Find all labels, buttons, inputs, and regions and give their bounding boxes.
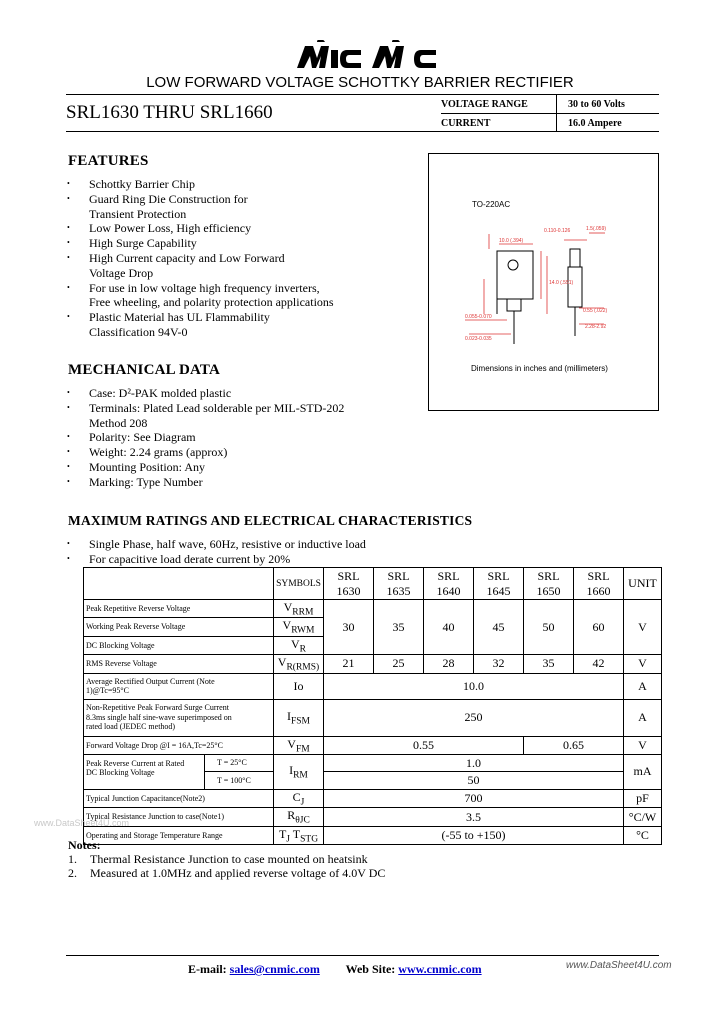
tj-unit: °C bbox=[624, 826, 662, 844]
dim-width: 10.0 (.394) bbox=[499, 238, 524, 244]
features-list bbox=[67, 177, 407, 340]
param-vf: Forward Voltage Drop @I = 16A,Tc=25°C bbox=[84, 736, 274, 754]
voltage-1660: 60 bbox=[574, 600, 624, 655]
ifsm-value: 250 bbox=[324, 699, 624, 736]
header-model-1635: SRL 1635 bbox=[374, 568, 424, 600]
dim-bottom: 0.023-0.035 bbox=[465, 336, 492, 342]
symbol-rjc: $R_{\theta JC}$ bbox=[274, 808, 324, 826]
io-value: 10.0 bbox=[324, 673, 624, 699]
list-item: • High Surge Capability bbox=[67, 236, 407, 251]
header-model-1660: SRL 1660 bbox=[574, 568, 624, 600]
symbol-cj: $C_J$ bbox=[274, 789, 324, 807]
email-label: E-mail: bbox=[188, 962, 227, 976]
list-item: • Polarity: See Diagram bbox=[67, 430, 407, 445]
watermark-mid: www.DataSheet4U.com bbox=[34, 818, 130, 828]
list-item: • Marking: Type Number bbox=[67, 475, 407, 490]
header-rule-top bbox=[66, 94, 659, 95]
voltage-unit: V bbox=[624, 600, 662, 655]
header-model-1640: SRL 1640 bbox=[424, 568, 474, 600]
note-2-text: Measured at 1.0MHz and applied reverse voltage of 4.0V DC bbox=[90, 866, 386, 880]
dim-lead: 1.5(.059) bbox=[586, 226, 607, 232]
dim-span: 2.28-2.92 bbox=[585, 324, 607, 330]
table-header-row bbox=[84, 568, 662, 600]
condition-item: • For capacitive load derate current by 20% bbox=[67, 552, 547, 567]
header-model-1630: SRL 1630 bbox=[324, 568, 374, 600]
table-row bbox=[84, 808, 662, 826]
irm-condition-25c: T = 25°C bbox=[205, 755, 273, 773]
voltage-1645: 45 bbox=[474, 600, 524, 655]
list-item: • Low Power Loss, High efficiency bbox=[67, 221, 407, 236]
rjc-value: 3.5 bbox=[324, 808, 624, 826]
vf-value-low: 0.55 bbox=[324, 736, 524, 754]
model-range-title: SRL1630 THRU SRL1660 bbox=[66, 102, 273, 123]
header-rule-bottom bbox=[66, 131, 659, 132]
document-subtitle: LOW FORWARD VOLTAGE SCHOTTKY BARRIER RECTIFIER bbox=[146, 74, 574, 91]
voltage-range-value: 30 to 60 Volts bbox=[568, 99, 625, 110]
list-item: • Schottky Barrier Chip bbox=[67, 177, 407, 192]
param-io: Average Rectified Output Current (Note 1)@Tc=95°C bbox=[84, 673, 274, 699]
table-row bbox=[84, 736, 662, 754]
header-model-1650: SRL 1650 bbox=[524, 568, 574, 600]
company-logo bbox=[295, 40, 445, 70]
rms-1635: 25 bbox=[374, 655, 424, 673]
rms-1645: 32 bbox=[474, 655, 524, 673]
website-link[interactable]: www.cnmic.com bbox=[398, 962, 482, 976]
voltage-1630: 30 bbox=[324, 600, 374, 655]
symbol-tj-tstg: $T_J$ $T_{STG}$ bbox=[274, 826, 324, 844]
param-ifsm: Non-Repetitive Peak Forward Surge Current 8.3ms single half sine-wave superimposed on rated load (JEDEC method) bbox=[84, 699, 274, 736]
irm-conditions bbox=[204, 755, 273, 789]
voltage-range-label: VOLTAGE RANGE bbox=[441, 99, 528, 110]
condition-item: • Single Phase, half wave, 60Hz, resistive or inductive load bbox=[67, 537, 547, 552]
current-value: 16.0 Ampere bbox=[568, 118, 622, 129]
package-caption: Dimensions in inches and (millimeters) bbox=[471, 364, 608, 373]
io-unit: A bbox=[624, 673, 662, 699]
voltage-1650: 50 bbox=[524, 600, 574, 655]
header-symbols: SYMBOLS bbox=[274, 568, 324, 600]
param-vr: DC Blocking Voltage bbox=[84, 636, 274, 654]
note-2-number: 2. bbox=[68, 866, 77, 880]
tj-value: (-55 to +150) bbox=[324, 826, 624, 844]
voltage-1640: 40 bbox=[424, 600, 474, 655]
table-row bbox=[84, 699, 662, 736]
header-unit: UNIT bbox=[624, 568, 662, 600]
list-item: • Guard Ring Die Construction for Transient Protection bbox=[67, 192, 407, 222]
vf-unit: V bbox=[624, 736, 662, 754]
param-irm bbox=[84, 754, 274, 789]
watermark-footer: www.DataSheet4U.com bbox=[566, 960, 672, 971]
voltage-1635: 35 bbox=[374, 600, 424, 655]
symbol-vrwm: $V_{RWM}$ bbox=[274, 618, 324, 636]
param-vrrm: Peak Repetitive Reverse Voltage bbox=[84, 600, 274, 618]
irm-value-25c: 1.0 bbox=[324, 754, 624, 772]
spec-rule-mid bbox=[441, 113, 659, 114]
table-row bbox=[84, 826, 662, 844]
header-model-1645: SRL 1645 bbox=[474, 568, 524, 600]
dim-height: 14.0 (.551) bbox=[549, 280, 574, 286]
symbol-vf: $V_{FM}$ bbox=[274, 736, 324, 754]
param-rjc: Typical Resistance Junction to case(Note1) bbox=[84, 808, 274, 826]
symbol-io: Io bbox=[274, 673, 324, 699]
rjc-unit: °C/W bbox=[624, 808, 662, 826]
ifsm-unit: A bbox=[624, 699, 662, 736]
rms-1650: 35 bbox=[524, 655, 574, 673]
list-item: • Case: D²-PAK molded plastic bbox=[67, 386, 407, 401]
ratings-table bbox=[83, 567, 662, 845]
note-1-number: 1. bbox=[68, 852, 77, 866]
symbol-rms: $V_{R(RMS)}$ bbox=[274, 655, 324, 673]
irm-label: Peak Reverse Current at Rated DC Blocking Voltage bbox=[86, 758, 185, 778]
rms-1640: 28 bbox=[424, 655, 474, 673]
features-title: FEATURES bbox=[68, 153, 149, 169]
symbol-ifsm: $I_{FSM}$ bbox=[274, 699, 324, 736]
note-1-text: Thermal Resistance Junction to case mounted on heatsink bbox=[90, 852, 368, 866]
param-vrwm: Working Peak Reverse Voltage bbox=[84, 618, 274, 636]
spec-divider bbox=[556, 95, 557, 131]
mechanical-title: MECHANICAL DATA bbox=[68, 362, 221, 378]
header-blank bbox=[84, 568, 274, 600]
cj-value: 700 bbox=[324, 789, 624, 807]
irm-value-100c: 50 bbox=[324, 772, 624, 790]
table-row bbox=[84, 754, 662, 772]
vf-value-high: 0.65 bbox=[524, 736, 624, 754]
list-item: • Terminals: Plated Lead solderable per MIL-STD-202 Method 208 bbox=[67, 401, 407, 431]
list-item: • High Current capacity and Low Forward Voltage Drop bbox=[67, 251, 407, 281]
table-row bbox=[84, 600, 662, 618]
symbol-vrrm: $V_{RRM}$ bbox=[274, 600, 324, 618]
list-item: • Plastic Material has UL Flammability Classification 94V-0 bbox=[67, 310, 407, 340]
package-name: TO-220AC bbox=[472, 200, 511, 209]
list-item: • For use in low voltage high frequency inverters, Free wheeling, and polarity protection applications bbox=[67, 281, 407, 311]
email-link[interactable]: sales@cnmic.com bbox=[229, 962, 320, 976]
rms-1660: 42 bbox=[574, 655, 624, 673]
param-rms: RMS Reverse Voltage bbox=[84, 655, 274, 673]
current-label: CURRENT bbox=[441, 118, 491, 129]
web-label: Web Site: bbox=[345, 962, 396, 976]
irm-unit: mA bbox=[624, 754, 662, 789]
irm-condition-100c: T = 100°C bbox=[217, 775, 251, 785]
table-row bbox=[84, 673, 662, 699]
footer-contact bbox=[188, 962, 482, 977]
rms-1630: 21 bbox=[324, 655, 374, 673]
rms-unit: V bbox=[624, 655, 662, 673]
package-drawing-box bbox=[428, 153, 659, 411]
mechanical-list bbox=[67, 386, 407, 490]
param-tj: Operating and Storage Temperature Range bbox=[84, 826, 274, 844]
dim-top: 0.110-0.126 bbox=[544, 228, 571, 234]
list-item: • Mounting Position: Any bbox=[67, 460, 407, 475]
list-item: • Weight: 2.24 grams (approx) bbox=[67, 445, 407, 460]
symbol-irm: $I_{RM}$ bbox=[274, 754, 324, 789]
dim-left: 0.055-0.070 bbox=[465, 314, 492, 320]
table-row bbox=[84, 655, 662, 673]
footer-rule bbox=[66, 955, 659, 956]
symbol-vr: $V_R$ bbox=[274, 636, 324, 654]
dim-pitch: 0.55 (.022) bbox=[583, 308, 608, 314]
notes-title: Notes: bbox=[68, 838, 101, 852]
param-cj: Typical Junction Capacitance(Note2) bbox=[84, 789, 274, 807]
ratings-title: MAXIMUM RATINGS AND ELECTRICAL CHARACTERISTICS bbox=[68, 513, 473, 528]
ratings-conditions bbox=[67, 537, 547, 567]
cj-unit: pF bbox=[624, 789, 662, 807]
table-row bbox=[84, 789, 662, 807]
